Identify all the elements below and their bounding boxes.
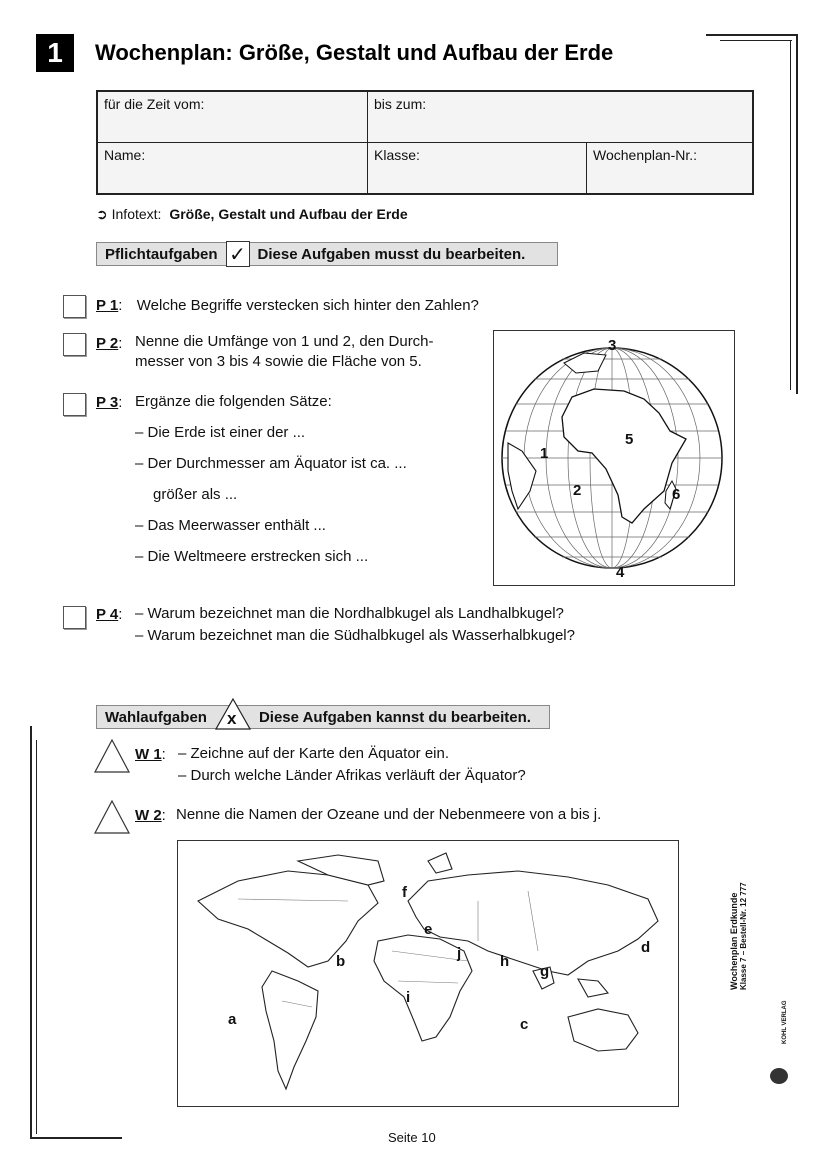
p4-line1: – Warum bezeichnet man die Nordhalbkugel als Landhalbkugel? <box>135 605 564 622</box>
world-map <box>177 840 679 1107</box>
w2-text: Nenne die Namen der Ozeane und der Nebenmeere von a bis j. <box>176 806 602 823</box>
class-field[interactable] <box>368 143 587 193</box>
map-label-g: g <box>540 963 550 980</box>
map-label-d: d <box>641 939 651 956</box>
arrow-icon: ➲ <box>96 206 108 222</box>
p3-item-2b: größer als ... <box>153 486 238 503</box>
publisher-logo <box>768 1000 792 1092</box>
globe-label-5: 5 <box>625 431 634 448</box>
w2-triangle[interactable] <box>94 800 130 834</box>
frame-top-right-h2 <box>720 40 792 41</box>
p3-text: Ergänze die folgenden Sätze: <box>135 393 332 410</box>
name-label: Name: <box>104 147 146 163</box>
map-label-c: c <box>520 1016 529 1033</box>
p4-code: P 4 <box>96 606 119 623</box>
p4-line2: – Warum bezeichnet man die Südhalbkugel als Wasserhalbkugel? <box>135 627 575 644</box>
p2-line1: Nenne die Umfänge von 1 und 2, den Durch- <box>135 333 434 350</box>
infotext-reference <box>96 206 408 223</box>
map-label-i: i <box>406 989 411 1006</box>
p1-checkbox[interactable] <box>63 295 86 318</box>
worksheet-number: 1 <box>36 34 74 72</box>
optional-note: Diese Aufgaben kannst du bearbeiten. <box>258 708 531 726</box>
map-label-a: a <box>228 1011 237 1028</box>
p3-code: P 3 <box>96 394 119 411</box>
class-label: Klasse: <box>374 147 420 163</box>
p1-text: Welche Begriffe verstecken sich hinter den Zahlen? <box>136 297 479 314</box>
frame-right-v2 <box>790 40 791 390</box>
tree-icon <box>770 1068 788 1084</box>
optional-header <box>96 705 550 729</box>
globe-label-2: 2 <box>573 482 582 499</box>
infotext-title: Größe, Gestalt und Aufbau der Erde <box>169 206 408 222</box>
name-field[interactable] <box>98 143 368 193</box>
p2-code: P 2 <box>96 335 119 352</box>
sidebar-line1: Wochenplan Erdkunde <box>729 892 739 990</box>
w1-code: W 1 <box>135 746 162 763</box>
globe-drawing <box>494 331 734 585</box>
sidebar-line2: Klasse 7 – Bestell-Nr. 12 777 <box>739 882 748 990</box>
map-label-j: j <box>457 945 462 962</box>
infotext-label: Infotext: <box>111 206 162 222</box>
p3-item-3: – Das Meerwasser enthält ... <box>135 517 326 534</box>
globe-label-4: 4 <box>616 564 625 581</box>
w1-line2: – Durch welche Länder Afrikas verläuft der Äquator? <box>178 767 526 784</box>
publisher-name: KOHL VERLAG <box>782 1000 788 1044</box>
world-map-drawing <box>178 841 678 1106</box>
frame-left-v <box>30 726 32 1138</box>
w1-line1: – Zeichne auf der Karte den Äquator ein. <box>178 745 450 762</box>
p3-item-1: – Die Erde ist einer der ... <box>135 424 306 441</box>
frame-left-v2 <box>36 740 37 1134</box>
p3-item-2: – Der Durchmesser am Äquator ist ca. ... <box>135 455 407 472</box>
globe-label-1: 1 <box>540 445 549 462</box>
x-mark: x <box>226 709 237 728</box>
plan-number-label: Wochenplan-Nr.: <box>593 147 698 163</box>
w1-triangle[interactable] <box>94 739 130 773</box>
p1-code: P 1 <box>96 297 119 314</box>
w2-code: W 2 <box>135 807 162 824</box>
mandatory-header <box>96 242 558 266</box>
p4-checkbox[interactable] <box>63 606 86 629</box>
map-label-e: e <box>424 921 433 938</box>
map-label-f: f <box>402 884 407 901</box>
task-p1: P 1: Welche Begriffe verstecken sich hinter den Zahlen? <box>96 297 479 314</box>
to-field[interactable] <box>368 92 752 143</box>
optional-triangle-icon <box>215 698 251 728</box>
task-w1: W 1: <box>135 746 166 763</box>
frame-top-right-h <box>706 34 798 36</box>
optional-label: Wahlaufgaben <box>105 708 207 726</box>
task-w2: W 2: <box>135 807 166 824</box>
from-field[interactable] <box>98 92 368 143</box>
frame-bottom-h <box>30 1137 122 1139</box>
plan-number-field[interactable] <box>587 143 752 193</box>
task-p3: P 3: <box>96 394 123 411</box>
frame-right-v <box>796 34 798 394</box>
page-number: Seite 10 <box>388 1130 436 1145</box>
map-label-b: b <box>336 953 346 970</box>
mandatory-label: Pflichtaufgaben <box>105 245 218 263</box>
p3-checkbox[interactable] <box>63 393 86 416</box>
task-p2: P 2: <box>96 335 123 352</box>
task-p4: P 4: <box>96 606 123 623</box>
mandatory-note: Diese Aufgaben musst du bearbeiten. <box>257 245 526 263</box>
globe-label-6: 6 <box>672 486 681 503</box>
to-label: bis zum: <box>374 96 427 112</box>
globe-figure <box>493 330 735 586</box>
p2-line2: messer von 3 bis 4 sowie die Fläche von 5. <box>135 353 422 370</box>
checkmark-icon: ✓ <box>226 241 250 267</box>
p3-item-4: – Die Weltmeere erstrecken sich ... <box>135 548 369 565</box>
page-title: Wochenplan: Größe, Gestalt und Aufbau der Erde <box>95 40 614 65</box>
globe-label-3: 3 <box>608 337 617 354</box>
sidebar-info <box>730 840 748 990</box>
from-label: für die Zeit vom: <box>104 96 205 112</box>
map-label-h: h <box>500 953 510 970</box>
info-form <box>96 90 754 195</box>
p2-checkbox[interactable] <box>63 333 86 356</box>
